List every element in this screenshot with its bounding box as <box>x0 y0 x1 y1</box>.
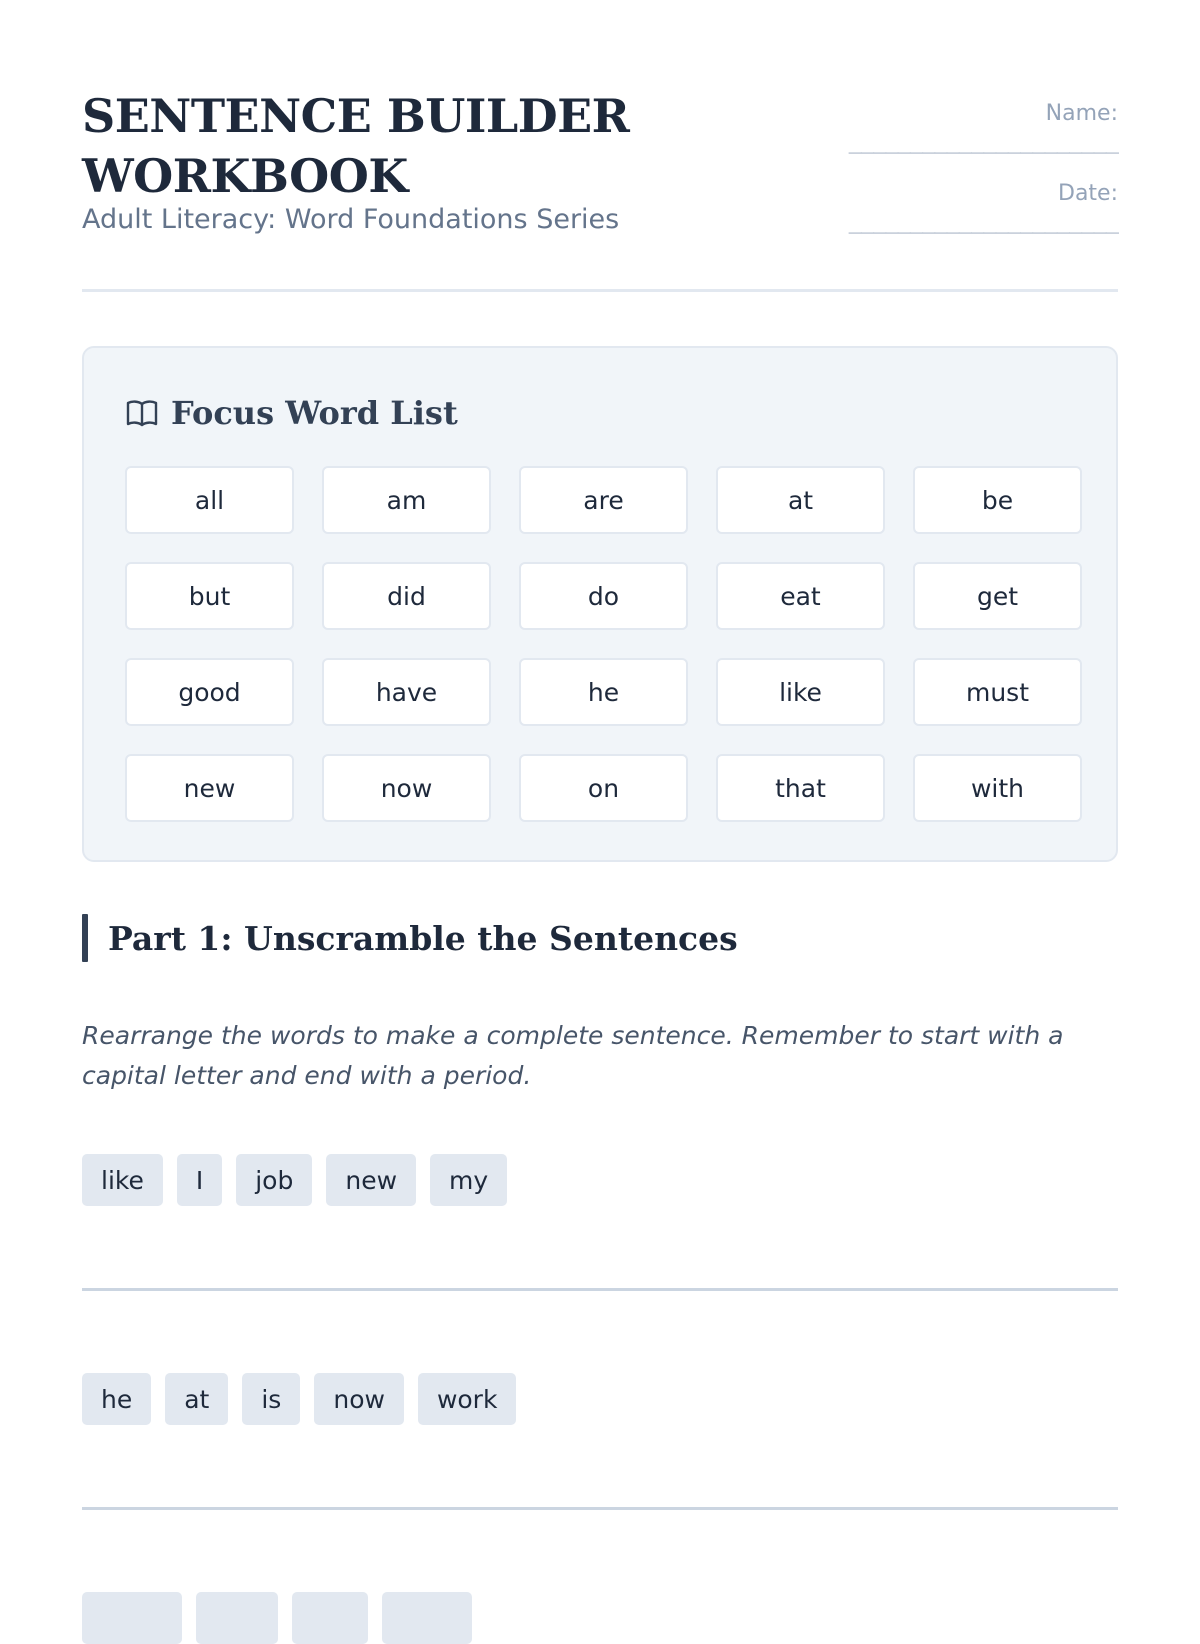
header-divider <box>82 289 1118 292</box>
focus-word: on <box>519 754 688 822</box>
focus-word: be <box>913 466 1082 534</box>
word-tile: is <box>242 1373 300 1425</box>
exercise-1 <box>82 1154 1118 1291</box>
word-tile: new <box>326 1154 416 1206</box>
focus-word: new <box>125 754 294 822</box>
answer-line[interactable] <box>82 1288 1118 1291</box>
focus-word: at <box>716 466 885 534</box>
word-tile: at <box>165 1373 228 1425</box>
word-tile: like <box>82 1154 163 1206</box>
focus-word-list-title: Focus Word List <box>171 394 458 432</box>
scrambled-words <box>82 1373 1118 1425</box>
focus-word: with <box>913 754 1082 822</box>
date-field[interactable]: ______________________ <box>848 209 1118 234</box>
focus-word-list-header <box>125 388 1075 438</box>
section-accent-bar <box>82 914 88 962</box>
book-icon <box>125 396 159 430</box>
word-tile: job <box>236 1154 312 1206</box>
focus-word: like <box>716 658 885 726</box>
answer-line[interactable] <box>82 1507 1118 1510</box>
focus-word: must <box>913 658 1082 726</box>
part-1-title: Part 1: Unscramble the Sentences <box>108 918 738 958</box>
word-tile: I <box>177 1154 222 1206</box>
word-grid <box>125 466 1075 822</box>
focus-word: good <box>125 658 294 726</box>
exercise-2 <box>82 1373 1118 1510</box>
focus-word: are <box>519 466 688 534</box>
page-subtitle: Adult Literacy: Word Foundations Series <box>82 204 620 235</box>
word-tile: he <box>82 1373 151 1425</box>
focus-word: get <box>913 562 1082 630</box>
focus-word: am <box>322 466 491 534</box>
focus-word-list <box>82 346 1118 862</box>
header <box>82 0 1118 235</box>
focus-word: but <box>125 562 294 630</box>
word-tile: my <box>430 1154 507 1206</box>
focus-word: that <box>716 754 885 822</box>
focus-word: eat <box>716 562 885 630</box>
word-tile: work <box>418 1373 517 1425</box>
focus-word: he <box>519 658 688 726</box>
name-label: Name: <box>1045 101 1118 126</box>
page-title: SENTENCE BUILDER WORKBOOK <box>82 89 630 203</box>
word-tile: now <box>314 1373 404 1425</box>
date-label: Date: <box>1058 181 1118 206</box>
focus-word: have <box>322 658 491 726</box>
name-date-fields <box>849 100 1118 260</box>
part-1-heading <box>82 914 1118 962</box>
focus-word: now <box>322 754 491 822</box>
focus-word: did <box>322 562 491 630</box>
name-field[interactable]: ______________________ <box>848 129 1118 154</box>
part-1-instructions: Rearrange the words to make a complete sentence. Remember to start with a capital letter and end with a period. <box>82 1021 1064 1090</box>
scrambled-words <box>82 1154 1118 1206</box>
focus-word: do <box>519 562 688 630</box>
focus-word: all <box>125 466 294 534</box>
